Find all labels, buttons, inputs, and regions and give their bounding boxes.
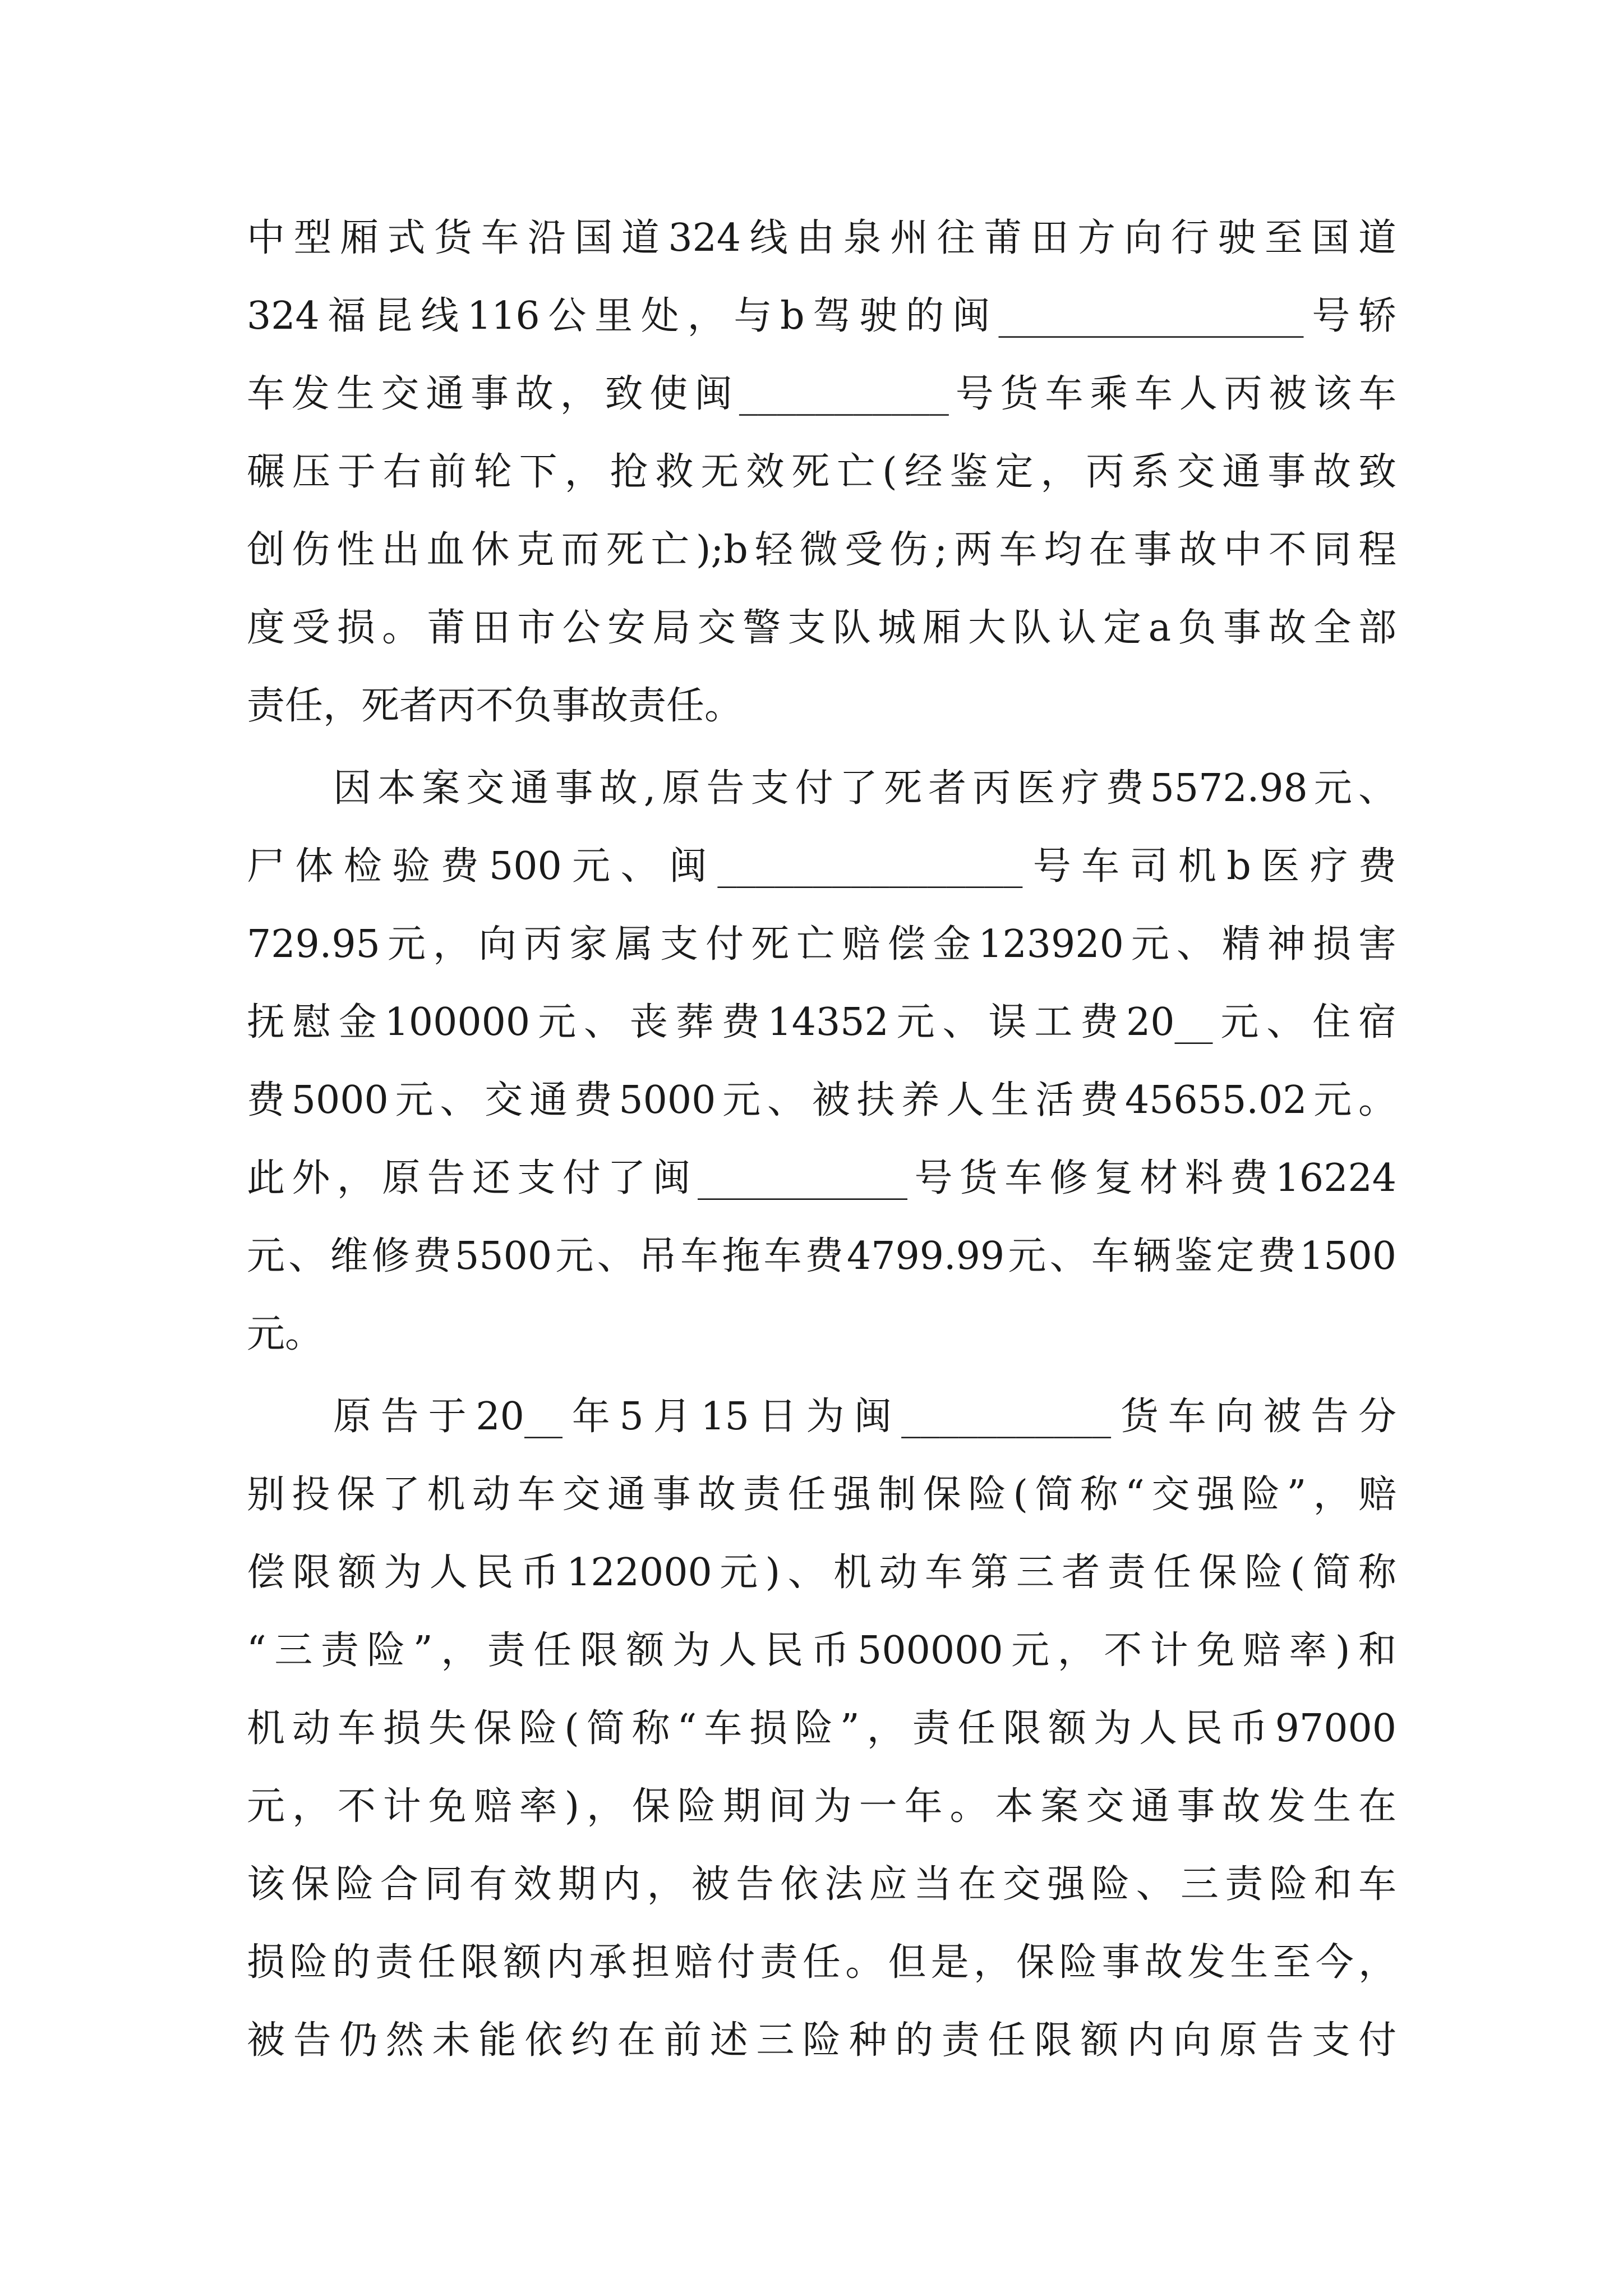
paragraph-2: [247, 749, 1396, 1373]
text-line: 碾压于右前轮下，抢救无效死亡(经鉴定，丙系交通事故致: [247, 450, 1396, 494]
text-line-first: 因本案交通事故,原告支付了死者丙医疗费5572.98元、: [333, 766, 1396, 811]
text-line: 尸体检验费500元、闽________________号车司机b医疗费: [247, 844, 1396, 889]
text-line-first: 原告于20__年5月15日为闽___________货车向被告分: [333, 1395, 1396, 1439]
text-line: 费5000元、交通费5000元、被扶养人生活费45655.02元。: [247, 1078, 1396, 1122]
text-line: 此外，原告还支付了闽___________号货车修复材料费16224: [247, 1156, 1396, 1200]
text-line: 元、维修费5500元、吊车拖车费4799.99元、车辆鉴定费1500: [247, 1234, 1396, 1278]
paragraph-1: [247, 199, 1396, 745]
text-line: 度受损。莆田市公安局交警支队城厢大队认定a负事故全部: [247, 606, 1396, 650]
text-line: “三责险”，责任限额为人民币500000元，不计免赔率)和: [247, 1628, 1396, 1673]
text-line: 偿限额为人民币122000元)、机动车第三者责任保险(简称: [247, 1550, 1396, 1595]
text-line: 324福昆线116公里处，与b驾驶的闽________________号轿: [247, 294, 1396, 338]
text-line: 创伤性出血休克而死亡);b轻微受伤;两车均在事故中不同程: [247, 528, 1396, 572]
document-page: [247, 199, 1396, 2079]
paragraph-spacing: [247, 745, 1396, 749]
text-line: 729.95元，向丙家属支付死亡赔偿金123920元、精神损害: [247, 922, 1396, 967]
text-line: 元，不计免赔率)，保险期间为一年。本案交通事故发生在: [247, 1784, 1396, 1829]
text-line-last: 元。: [247, 1312, 324, 1356]
paragraph-spacing: [247, 1373, 1396, 1378]
text-line: 抚慰金100000元、丧葬费14352元、误工费20__元、住宿: [247, 1000, 1396, 1045]
text-line: 中型厢式货车沿国道324线由泉州往莆田方向行驶至国道: [247, 216, 1396, 260]
text-line-last: 责任，死者丙不负事故责任。: [247, 684, 743, 728]
text-line: 别投保了机动车交通事故责任强制保险(简称“交强险”，赔: [247, 1473, 1396, 1517]
paragraph-3: [247, 1378, 1396, 2079]
text-line: 该保险合同有效期内，被告依法应当在交强险、三责险和车: [247, 1862, 1396, 1907]
text-line: 车发生交通事故，致使闽___________号货车乘车人丙被该车: [247, 372, 1396, 416]
text-line: 被告仍然未能依约在前述三险种的责任限额内向原告支付: [247, 2018, 1396, 2063]
text-line: 损险的责任限额内承担赔付责任。但是，保险事故发生至今，: [247, 1940, 1396, 1985]
text-line: 机动车损失保险(简称“车损险”，责任限额为人民币97000: [247, 1706, 1396, 1751]
